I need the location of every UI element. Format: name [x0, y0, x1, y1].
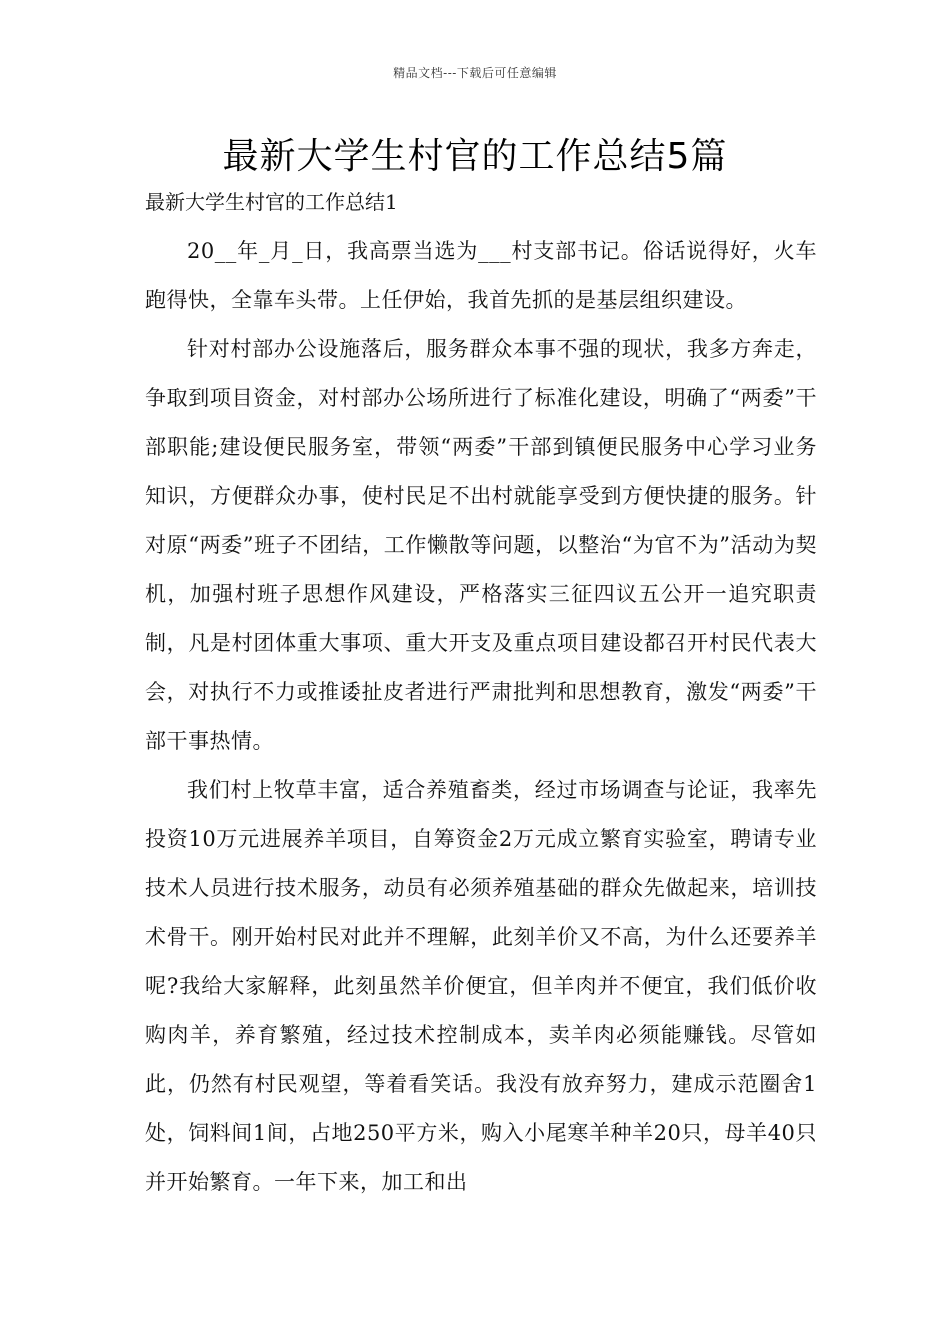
paragraph: 我们村上牧草丰富，适合养殖畜类，经过市场调查与论证，我率先投资10万元进展养羊项目，自筹资金2万元成立繁育实验室，聘请专业技术人员进行技术服务，动员有必须养殖基础的群众先做起来，培训技术骨干。刚开始村民对此并不理解，此刻羊价又不高，为什么还要养羊呢?我给大家解释，此刻虽然羊价便宜，但羊肉并不便宜，我们低价收购肉羊，养育繁殖，经过技术控制成本，卖羊肉必须能赚钱。尽管如此，仍然有村民观望，等着看笑话。我没有放弃努力，建成示范圈舍1处，饲料间1间，占地250平方米，购入小尾寒羊种羊20只，母羊40只并开始繁育。一年下来，加工和出	[145, 778, 817, 1194]
header-note: 精品文档---下载后可任意编辑	[393, 66, 557, 80]
paragraph: 20__年_月_日，我高票当选为___村支部书记。俗话说得好，火车跑得快，全靠车头带。上任伊始，我首先抓的是基层组织建设。	[145, 239, 817, 312]
document-body	[145, 227, 817, 1207]
section-heading: 最新大学生村官的工作总结1	[145, 190, 398, 214]
paragraph: 针对村部办公设施落后，服务群众本事不强的现状，我多方奔走，争取到项目资金，对村部办公场所进行了标准化建设，明确了“两委”干部职能;建设便民服务室，带领“两委”干部到镇便民服务中心学习业务知识，方便群众办事，使村民足不出村就能享受到方便快捷的服务。针对原“两委”班子不团结，工作懒散等问题，以整治“为官不为”活动为契机，加强村班子思想作风建设，严格落实三征四议五公开一追究职责制，凡是村团体重大事项、重大开支及重点项目建设都召开村民代表大会，对执行不力或推诿扯皮者进行严肃批判和思想教育，激发“两委”干部干事热情。	[145, 337, 817, 753]
document-title: 最新大学生村官的工作总结5篇	[222, 136, 728, 177]
